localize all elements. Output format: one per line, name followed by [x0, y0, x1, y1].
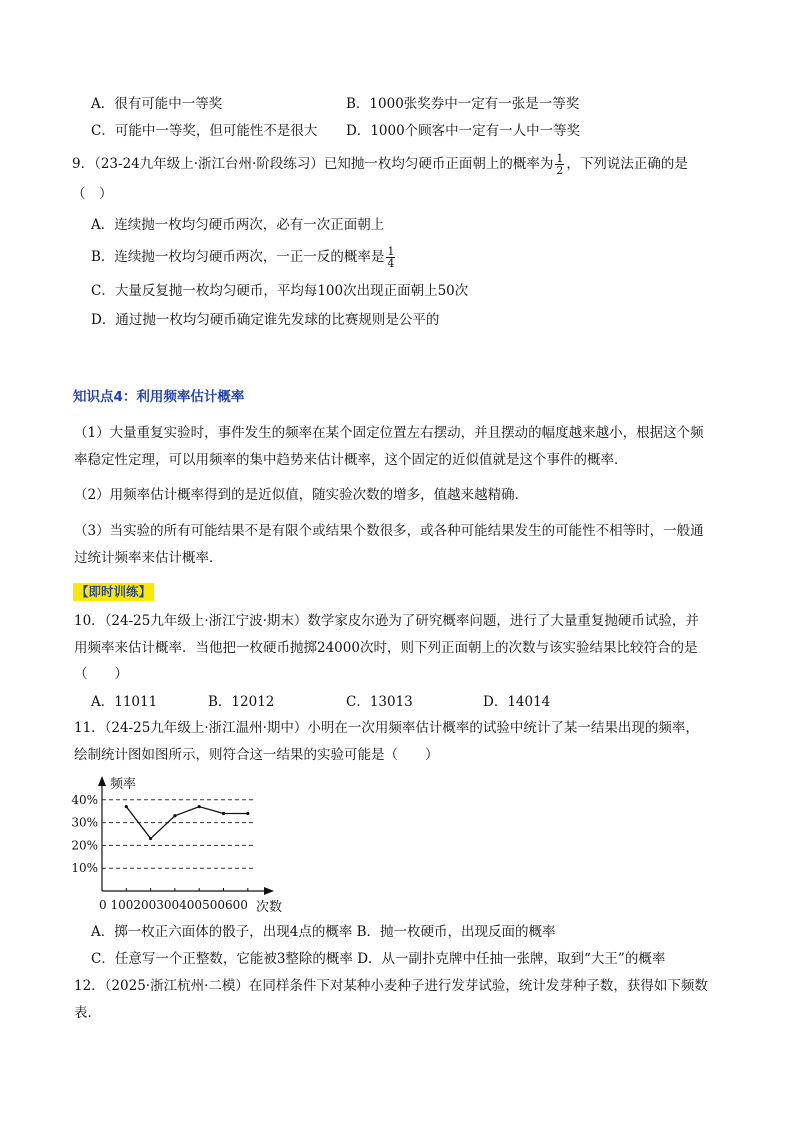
q9-option-b	[91, 246, 397, 269]
q9-stem-fraction: $\frac{1}{2}$	[556, 152, 564, 177]
q10-option-d: D．14014	[483, 694, 551, 710]
q9-option-b-fraction: $\frac{1}{4}$	[387, 245, 395, 270]
q9-option-b-text: B．连续抛一枚均匀硬币两次，一正一反的概率是	[91, 249, 385, 265]
q11-options-ab: A．掷一枚正六面体的骰子，出现4点的概率 B．抛一枚硬币，出现反面的概率	[91, 924, 556, 940]
practice-badge: 【即时训练】	[73, 583, 154, 601]
data-point	[246, 812, 249, 815]
y-axis-label: 频率	[110, 777, 137, 792]
y-tick-label: 40%	[71, 792, 98, 807]
kp4-paragraph-3-line-2: 过统计频率来估计概率．	[74, 550, 223, 566]
data-point	[125, 805, 128, 808]
x-axis-label: 次数	[256, 900, 283, 915]
frequency-line-chart	[64, 770, 304, 915]
x-axis-arrow	[264, 887, 274, 895]
kp4-paragraph-3-line-1: （3）当实验的所有可能结果不是有限个或结果个数很多，或各种可能结果发生的可能性不相等时，一般通	[74, 523, 704, 539]
q10-paren: （ ）	[74, 666, 128, 682]
q9-stem-tail: ，下列说法正确的是	[566, 156, 688, 172]
q8-option-d: D．1000个顾客中一定有一人中一等奖	[346, 123, 581, 139]
kp4-paragraph-1-line-2: 率稳定性定理，可以用频率的集中趋势来估计概率，这个固定的近似值就是这个事件的概率．	[74, 452, 628, 468]
q10-option-c: C．13013	[346, 694, 413, 710]
q10-option-b: B．12012	[208, 694, 275, 710]
q8-option-b: B．1000张奖券中一定有一张是一等奖	[346, 96, 580, 112]
data-point	[198, 805, 201, 808]
q12-line-2: 表．	[74, 1005, 101, 1021]
q9-stem	[72, 153, 688, 176]
y-tick-label: 30%	[71, 815, 98, 830]
q10-option-a: A．11011	[91, 694, 158, 710]
q11-line-1: 11．（24-25九年级上·浙江温州·期中）小明在一次用频率估计概率的试验中统计了某一结果出现的频率，	[74, 720, 699, 736]
q11-line-2: 绘制统计图如图所示，则符合这一结果的实验可能是（ ）	[74, 747, 439, 763]
q12-line-1: 12．（2025·浙江杭州·二模）在同样条件下对某种小麦种子进行发芽试验，统计发芽种子数，获得如下频数	[74, 978, 708, 994]
x-tick-labels: 0 100200300400500600	[99, 898, 248, 912]
q9-stem-text: 9．（23-24九年级上·浙江台州·阶段练习）已知抛一枚均匀硬币正面朝上的概率为	[72, 156, 554, 172]
q9-option-c: C．大量反复抛一枚均匀硬币，平均每100次出现正面朝上50次	[91, 283, 469, 299]
kp4-paragraph-2: （2）用频率估计概率得到的是近似值，随实验次数的增多，值越来越精确．	[74, 487, 529, 503]
kp4-paragraph-1-line-1: （1）大量重复实验时，事件发生的频率在某个固定位置左右摆动，并且摆动的幅度越来越小，根据这个频	[74, 425, 704, 441]
data-point	[149, 837, 152, 840]
q8-option-c: C．可能中一等奖，但可能性不是很大	[91, 123, 318, 139]
y-tick-label: 20%	[71, 838, 98, 853]
q9-option-d: D．通过抛一枚均匀硬币确定谁先发球的比赛规则是公平的	[91, 312, 440, 328]
q9-option-a: A．连续抛一枚均匀硬币两次，必有一次正面朝上	[91, 217, 385, 233]
data-point	[222, 812, 225, 815]
section-heading: 知识点4：利用频率估计概率	[73, 389, 245, 405]
q11-options-cd: C．任意写一个正整数，它能被3整除的概率 D．从一副扑克牌中任抽一张牌，取到“大王”的概率	[91, 951, 666, 967]
q10-line-2: 用频率来估计概率．当他把一枚硬币抛掷24000次时，则下列正面朝上的次数与该实验结果比较符合的是	[74, 640, 698, 656]
y-axis-arrow	[98, 776, 106, 786]
q10-line-1: 10．（24-25九年级上·浙江宁波·期末）数学家皮尔逊为了研究概率问题，进行了大量重复抛硬币试验，并	[74, 613, 699, 629]
y-tick-label: 10%	[71, 861, 98, 876]
q8-option-a: A．很有可能中一等奖	[91, 96, 223, 112]
q9-paren: （ ）	[72, 186, 113, 202]
data-point	[173, 814, 176, 817]
